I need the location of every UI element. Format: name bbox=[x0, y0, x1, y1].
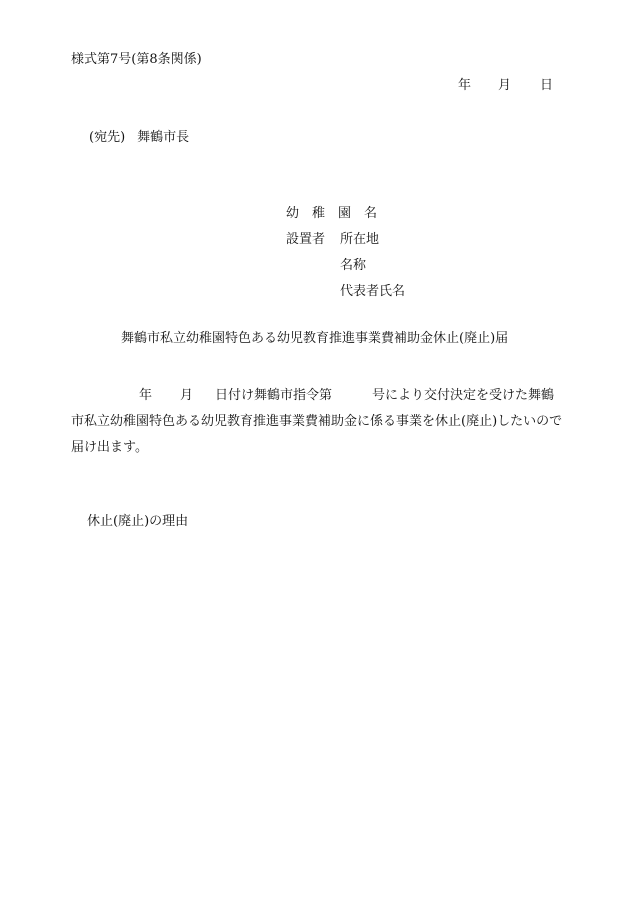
reason-heading: 休止(廃止)の理由 bbox=[87, 514, 189, 529]
kindergarten-name-label: 幼 稚 園 名 bbox=[286, 206, 378, 221]
founder-address-row bbox=[286, 232, 405, 258]
body-year: 年 bbox=[139, 388, 153, 403]
addressee-label: (宛先) bbox=[89, 130, 126, 145]
representative-row bbox=[286, 284, 405, 310]
address-label: 所在地 bbox=[340, 232, 380, 247]
kindergarten-name-row bbox=[286, 206, 405, 232]
date-field bbox=[458, 78, 553, 94]
founder-name-row bbox=[286, 258, 405, 284]
addressee bbox=[89, 130, 189, 146]
name-label: 名称 bbox=[340, 258, 367, 273]
date-day: 日 bbox=[540, 78, 554, 93]
form-number: 様式第7号(第8条関係) bbox=[71, 52, 202, 67]
addressee-name: 舞鶴市長 bbox=[137, 130, 190, 145]
founder-label: 設置者 bbox=[286, 232, 326, 247]
body-month: 月 bbox=[180, 388, 194, 403]
form-title: 舞鶴市私立幼稚園特色ある幼児教育推進事業費補助金休止(廃止)届 bbox=[121, 331, 509, 346]
body-date-suffix: 日付け舞鶴市指令第 bbox=[215, 388, 333, 403]
date-month: 月 bbox=[498, 78, 512, 93]
representative-label: 代表者氏名 bbox=[340, 284, 406, 299]
body-number-suffix: 号により交付決定を受けた舞鶴市私立幼稚園特色ある幼児教育推進事業費補助金に係る事業を休止(廃止)したいので届け出ます。 bbox=[71, 388, 563, 455]
body-paragraph bbox=[71, 383, 567, 461]
date-year: 年 bbox=[458, 78, 472, 93]
applicant-block bbox=[286, 206, 405, 310]
